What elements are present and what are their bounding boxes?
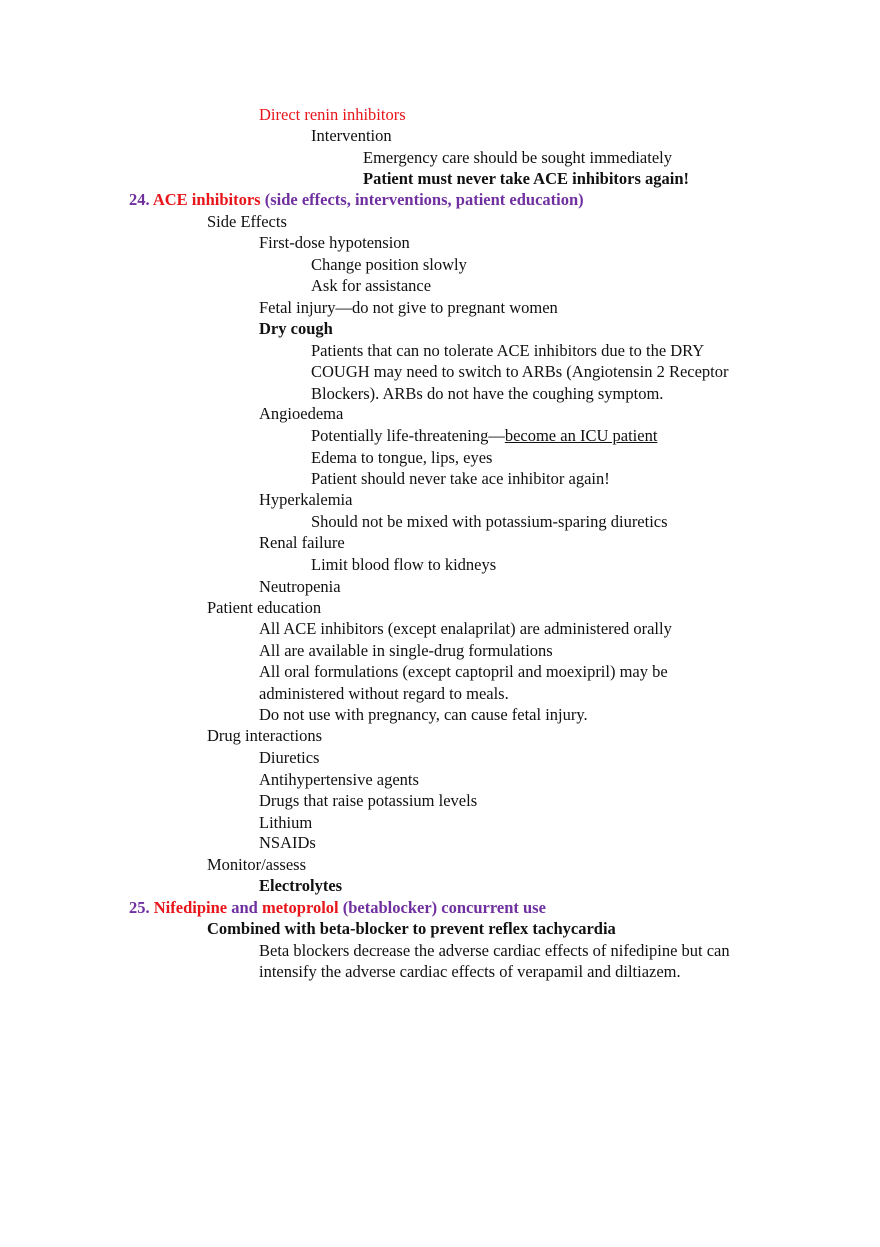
list-item-text: Drug interactions [207,726,323,745]
list-item-text: intensify the adverse cardiac effects of verapamil and diltiazem. [259,962,681,981]
section-number: 25. [129,898,150,917]
section-24-heading [129,189,584,210]
list-item-text: Hyperkalemia [259,490,353,509]
plain-text: Potentially life-threatening— [311,426,505,445]
list-item-text: Combined with beta-blocker to prevent reflex tachycardia [207,919,616,938]
list-item-text: All ACE inhibitors (except enalaprilat) are administered orally [259,619,672,638]
section-number: 24. [129,190,150,209]
list-item-text: Drugs that raise potassium levels [259,791,478,810]
underlined-text: become an ICU patient [504,426,658,445]
list-item-text: Fetal injury—do not give to pregnant women [259,298,558,317]
list-item-text: Dry cough [259,319,333,338]
list-item-text: Edema to tongue, lips, eyes [311,448,493,467]
section-title-topics: (betablocker) concurrent use [342,898,546,917]
list-item-text: Beta blockers decrease the adverse cardiac effects of nifedipine but can [259,941,730,960]
list-item-text: All are available in single-drug formulations [259,641,553,660]
list-item-text: Do not use with pregnancy, can cause fetal injury. [259,705,588,724]
list-item-text: First-dose hypotension [259,233,410,252]
list-item-text: Change position slowly [311,255,467,274]
list-item-text: Antihypertensive agents [259,770,419,789]
list-item-text: Blockers). ARBs do not have the coughing symptom. [311,384,664,403]
list-item-text: Patient education [207,598,322,617]
list-item-text: Ask for assistance [311,276,432,295]
list-item-text: Monitor/assess [207,855,306,874]
list-item-text: Angioedema [259,404,344,423]
list-item-text: Patients that can no tolerate ACE inhibitors due to the DRY [311,341,705,360]
list-item-text [311,425,657,446]
list-item-text: Intervention [311,126,392,145]
section-title-connector: and [231,898,258,917]
list-item-text: Lithium [259,813,313,832]
list-item-text: Neutropenia [259,577,341,596]
list-item-text: Electrolytes [259,876,343,895]
list-item-text: Should not be mixed with potassium-sparing diuretics [311,512,668,531]
list-item-text: All oral formulations (except captopril and moexipril) may be [259,662,668,681]
list-item-text: Patient must never take ACE inhibitors again! [363,169,690,188]
renin-inhibitors-title: Direct renin inhibitors [259,105,406,124]
list-item-text: Patient should never take ace inhibitor again! [311,469,610,488]
list-item-text: NSAIDs [259,833,316,852]
list-item-text: Diuretics [259,748,320,767]
list-item-text: Emergency care should be sought immediately [363,148,672,167]
list-item-text: COUGH may need to switch to ARBs (Angiotensin 2 Receptor [311,362,729,381]
list-item-text: Limit blood flow to kidneys [311,555,497,574]
list-item-text: Renal failure [259,533,345,552]
section-title-topics: (side effects, interventions, patient education) [264,190,584,209]
section-25-heading [129,897,546,918]
list-item-text: administered without regard to meals. [259,684,509,703]
section-title-drug: metoprolol [261,898,339,917]
list-item-text: Side Effects [207,212,287,231]
section-title-drug: ACE inhibitors [152,190,261,209]
section-title-drug: Nifedipine [153,898,228,917]
